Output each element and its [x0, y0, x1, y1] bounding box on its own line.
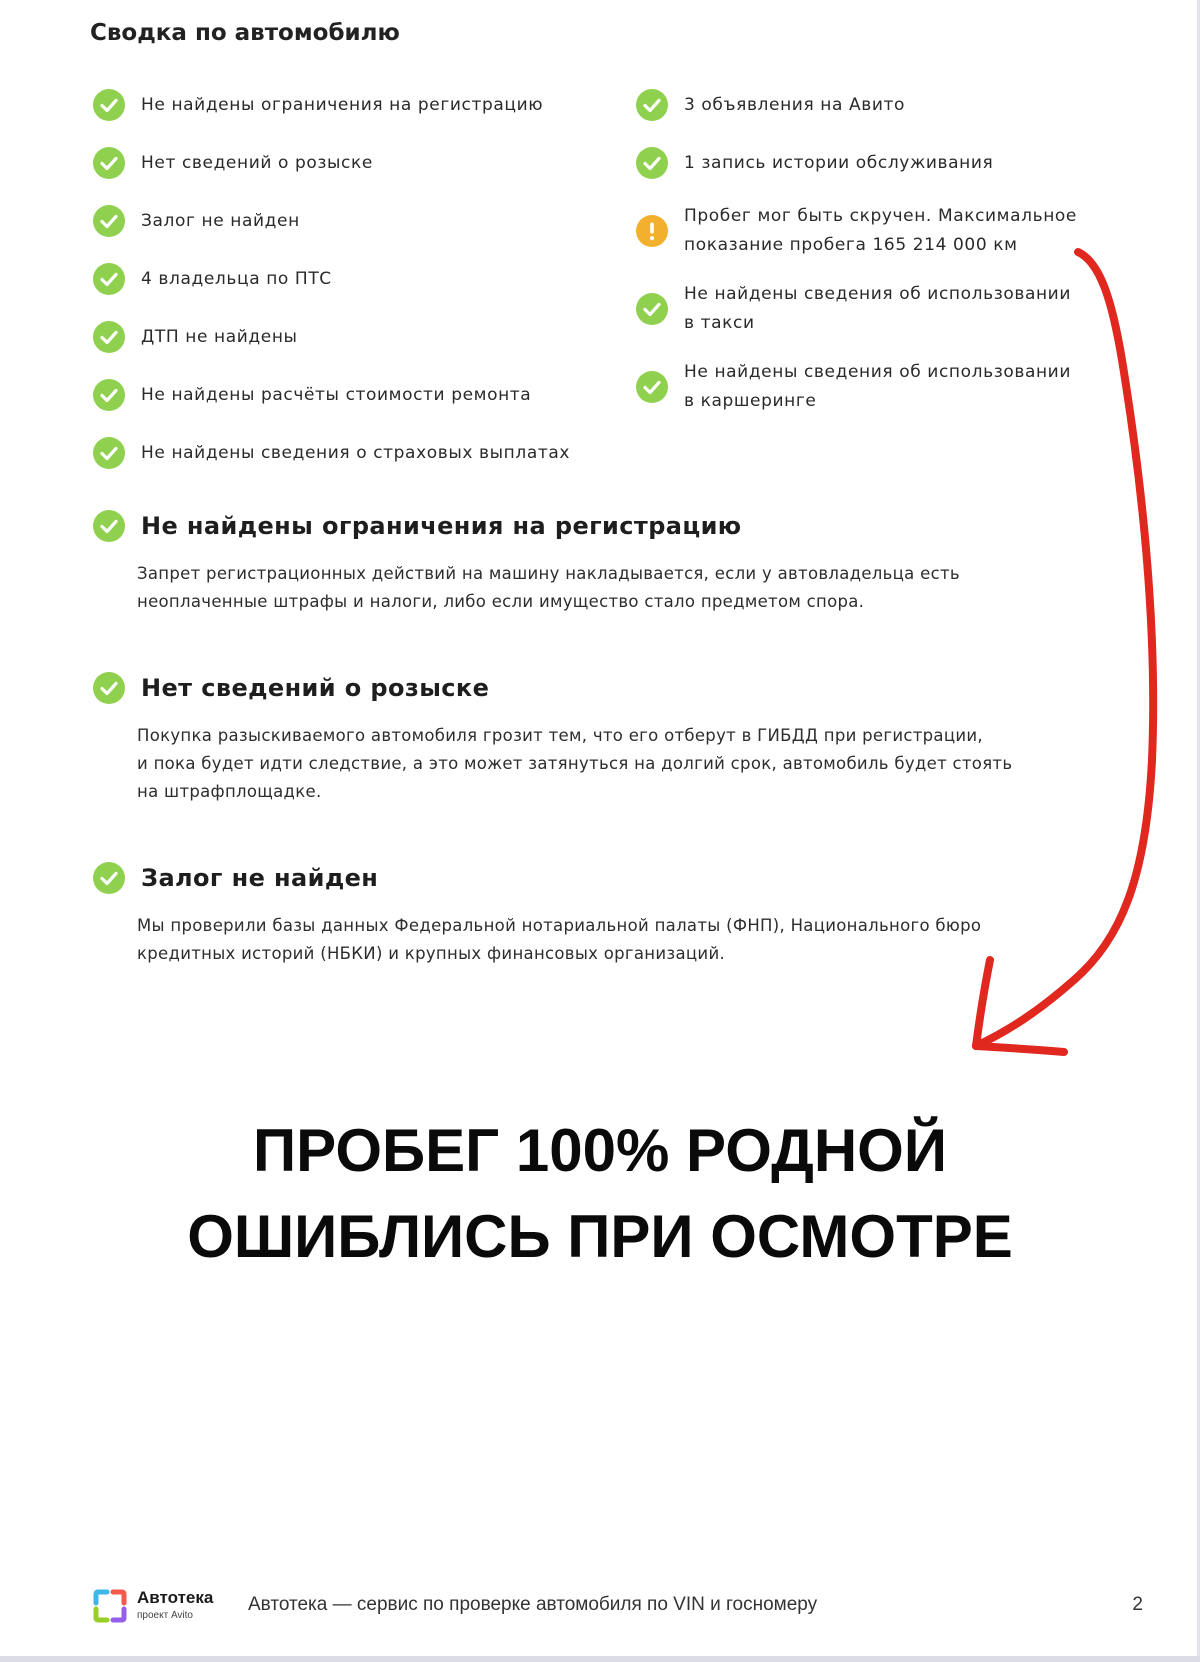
section-text-line: неоплаченные штрафы и налоги, либо если имущество стало предметом спора.: [137, 592, 865, 611]
slogan-line: ПРОБЕГ 100% РОДНОЙ: [253, 1117, 947, 1184]
section-registration: [93, 510, 1093, 616]
check-circle-icon: [636, 147, 668, 179]
section-text: [137, 722, 1077, 806]
section-pledge: [93, 862, 1093, 968]
page-edge: [0, 1656, 1200, 1662]
footer: [93, 1583, 1143, 1627]
summary-item-line: показание пробега 165 214 000 км: [684, 235, 1018, 255]
section-text-line: кредитных историй (НБКИ) и крупных финансовых организаций.: [137, 944, 726, 963]
slogan: [0, 1108, 1200, 1280]
summary-item-text: Залог не найден: [141, 210, 300, 231]
summary-item-text: Не найдены сведения о страховых выплатах: [141, 442, 571, 463]
logo-name: Автотека: [137, 1588, 214, 1607]
section-text-line: на штрафплощадке.: [137, 782, 322, 801]
summary-item-line: в каршеринге: [684, 391, 817, 411]
section-wanted: [93, 672, 1093, 806]
slogan-line: ОШИБЛИСЬ ПРИ ОСМОТРЕ: [187, 1203, 1013, 1270]
check-circle-icon: [93, 263, 125, 295]
autoteka-logo-icon: [93, 1589, 127, 1623]
check-circle-icon: [93, 205, 125, 237]
summary-item-line: Не найдены сведения об использовании: [684, 284, 1071, 304]
logo-subtitle: проект Avito: [137, 1610, 193, 1621]
summary-item-text: Нет сведений о розыске: [141, 152, 373, 173]
summary-item: [636, 76, 1096, 134]
summary-item-text: Не найдены ограничения на регистрацию: [141, 94, 544, 115]
summary-item: [93, 134, 613, 192]
section-title: Нет сведений о розыске: [141, 674, 490, 702]
check-circle-icon: [93, 379, 125, 411]
summary-item-text: [684, 358, 1071, 416]
summary-item-text: 1 запись истории обслуживания: [684, 152, 994, 173]
section-text: [137, 560, 1077, 616]
summary-title: Сводка по автомобилю: [90, 20, 400, 46]
section-text-line: Покупка разыскиваемого автомобиля грозит тем, что его отберут в ГИБДД при регистрации,: [137, 726, 983, 745]
section-header: [93, 672, 1093, 704]
section-header: [93, 862, 1093, 894]
check-circle-icon: [93, 510, 125, 542]
summary-item-line: Не найдены сведения об использовании: [684, 362, 1071, 382]
section-header: [93, 510, 1093, 542]
summary-item: [93, 308, 613, 366]
summary-item-text: [684, 280, 1071, 338]
summary-item-text: 4 владельца по ПТС: [141, 268, 332, 289]
section-text-line: Запрет регистрационных действий на машину накладывается, если у автовладельца есть: [137, 564, 960, 583]
check-circle-icon: [636, 371, 668, 403]
section-text: [137, 912, 1077, 968]
summary-item-line: в такси: [684, 313, 755, 333]
check-circle-icon: [93, 321, 125, 353]
check-circle-icon: [93, 147, 125, 179]
exclamation-circle-icon: [636, 215, 668, 247]
summary-item: [636, 134, 1096, 192]
section-text-line: и пока будет идти следствие, а это может затянуться на долгий срок, автомобиль будет стоять: [137, 754, 1013, 773]
summary-item-warning: [636, 192, 1096, 270]
summary-item: [93, 250, 613, 308]
check-circle-icon: [93, 862, 125, 894]
summary-item: [636, 348, 1096, 426]
check-circle-icon: [93, 89, 125, 121]
section-text-line: Мы проверили базы данных Федеральной нотариальной палаты (ФНП), Национального бюро: [137, 916, 982, 935]
summary-item-text: Не найдены расчёты стоимости ремонта: [141, 384, 532, 405]
check-circle-icon: [636, 89, 668, 121]
summary-item-text: 3 объявления на Авито: [684, 94, 906, 115]
summary-item-text: [684, 202, 1077, 260]
section-title: Не найдены ограничения на регистрацию: [141, 512, 742, 540]
summary-item-text: ДТП не найдены: [141, 326, 298, 347]
summary-item: [93, 192, 613, 250]
summary-item-line: Пробег мог быть скручен. Максимальное: [684, 206, 1077, 226]
summary-item: [93, 424, 613, 482]
summary-item: [636, 270, 1096, 348]
summary-list-left: [93, 76, 613, 482]
page-number: 2: [1132, 1594, 1143, 1615]
summary-item: [93, 366, 613, 424]
check-circle-icon: [93, 437, 125, 469]
summary-list-right: [636, 76, 1096, 426]
check-circle-icon: [93, 672, 125, 704]
section-title: Залог не найден: [141, 864, 379, 892]
footer-text: Автотека — сервис по проверке автомобиля по VIN и госномеру: [248, 1594, 818, 1615]
check-circle-icon: [636, 293, 668, 325]
summary-item: [93, 76, 613, 134]
